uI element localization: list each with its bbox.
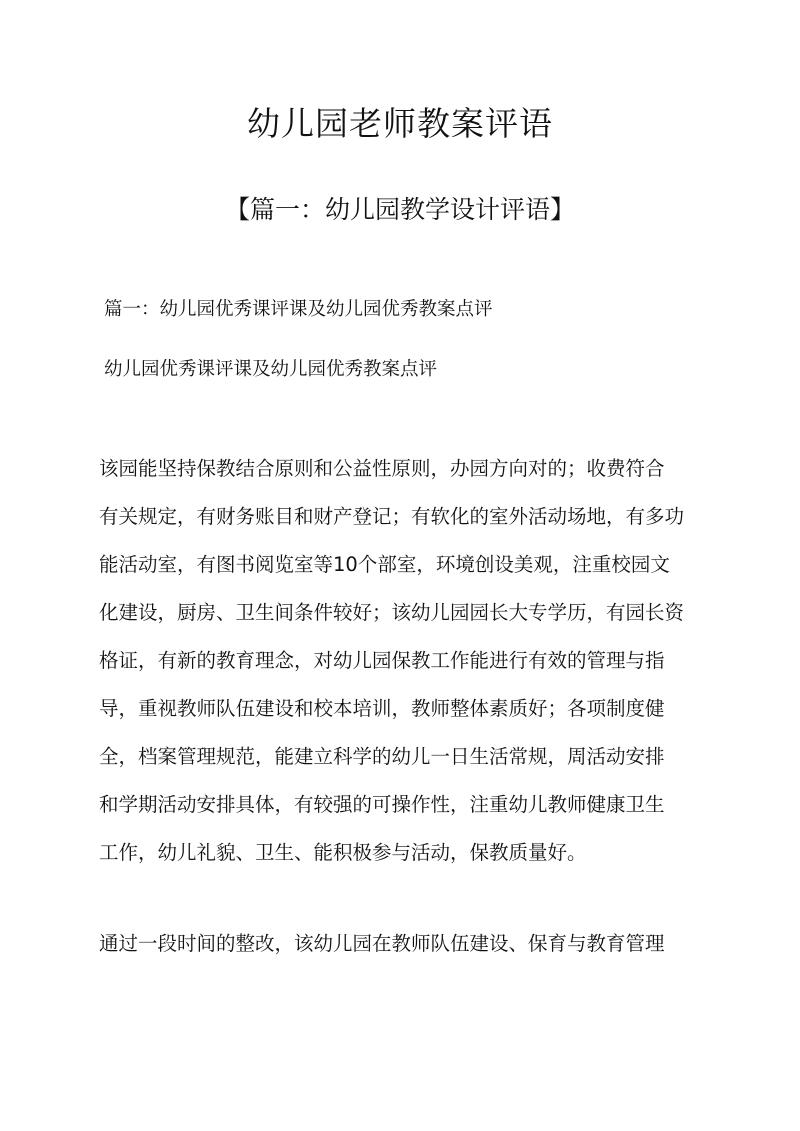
paragraph-2 [99, 920, 709, 968]
paragraph-line: 有关规定，有财务账目和财产登记；有软化的室外活动场地，有多功 [99, 505, 685, 528]
paragraph-line: 全，档案管理规范，能建立科学的幼儿一日生活常规，周活动安排 [99, 745, 665, 768]
paragraph-line: 导，重视教师队伍建设和校本培训，教师整体素质好；各项制度健 [99, 697, 665, 720]
section-heading-2: 幼儿园优秀课评课及幼儿园优秀教案点评 [104, 359, 438, 380]
document-subtitle: 【篇一：幼儿园教学设计评语】 [224, 195, 575, 224]
paragraph-1 [99, 445, 709, 877]
paragraph-line: 能活动室，有图书阅览室等10个部室，环境创设美观，注重校园文 [99, 553, 670, 576]
paragraph-line: 格证，有新的教育理念，对幼儿园保教工作能进行有效的管理与指 [99, 649, 665, 672]
section-heading-1: 篇一：幼儿园优秀课评课及幼儿园优秀教案点评 [104, 299, 493, 320]
paragraph-line: 该园能坚持保教结合原则和公益性原则，办园方向对的；收费符合 [99, 457, 665, 480]
paragraph-line: 化建设，厨房、卫生间条件较好；该幼儿园园长大专学历，有园长资 [99, 601, 685, 624]
document-title: 幼儿园老师教案评语 [247, 104, 553, 143]
paragraph-line: 和学期活动安排具体，有较强的可操作性，注重幼儿教师健康卫生 [99, 793, 665, 816]
paragraph-line: 通过一段时间的整改，该幼儿园在教师队伍建设、保育与教育管理 [99, 932, 665, 955]
paragraph-line: 工作，幼儿礼貌、卫生、能积极参与活动，保教质量好。 [99, 841, 587, 864]
